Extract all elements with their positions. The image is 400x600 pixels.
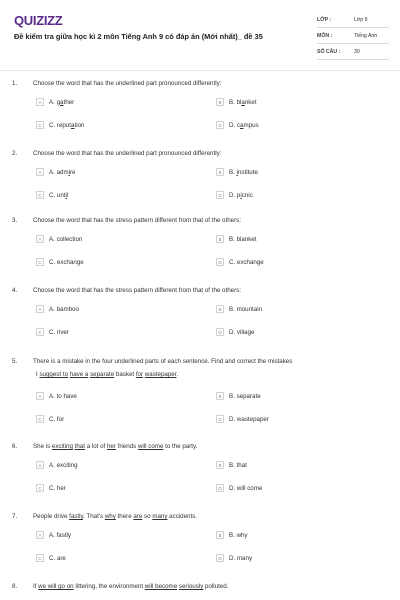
option-text-part: cnic (241, 191, 253, 199)
question-number: 7. (12, 513, 18, 520)
option-text (49, 306, 79, 313)
question-text (33, 583, 228, 590)
answer-option[interactable] (36, 258, 84, 266)
option-letter-box: C (36, 415, 44, 423)
option-text (229, 393, 261, 400)
answer-option[interactable] (36, 554, 66, 562)
option-text (229, 169, 258, 176)
option-text (229, 236, 257, 243)
option-letter-box: A (36, 235, 44, 243)
option-text-part: A. bamboo (49, 305, 79, 313)
text-part: I (36, 371, 40, 378)
question-number: 2. (12, 150, 18, 157)
option-letter-box: B (216, 235, 224, 243)
option-text-part: l (66, 191, 69, 199)
option-letter-box: C (36, 191, 44, 199)
option-letter-box: A (36, 531, 44, 539)
question-number: 3. (12, 217, 18, 224)
answer-option[interactable] (36, 328, 69, 336)
underlined-part: suggest to (39, 371, 69, 378)
meta-label: MÔN : (317, 32, 333, 39)
option-letter-box: A (36, 305, 44, 313)
option-text (49, 122, 84, 129)
underlined-letter: i (236, 168, 238, 176)
answer-option[interactable] (216, 235, 257, 243)
option-letter-box: B (216, 531, 224, 539)
question-text: Choose the word that has the stress pattern different from that of the others: (33, 287, 241, 294)
option-text-part: C. exchange (229, 258, 264, 266)
underlined-part: exciting (51, 443, 73, 450)
document-title: Đề kiểm tra giữa học kì 2 môn Tiếng Anh 9 có đáp án (Mới nhất)_ đề 35 (14, 32, 263, 41)
option-text (49, 236, 82, 243)
underlined-part: are (133, 513, 143, 520)
option-letter-box: C (36, 554, 44, 562)
answer-option[interactable] (216, 484, 262, 492)
underlined-part: for (135, 371, 144, 378)
answer-option[interactable] (216, 305, 262, 313)
text-part: basket (114, 371, 136, 378)
answer-option[interactable] (36, 168, 76, 176)
answer-option[interactable] (216, 415, 269, 423)
answer-option[interactable] (216, 554, 252, 562)
question-text: Choose the word that has the underlined part pronounced differently: (33, 80, 222, 87)
underlined-part: that (74, 443, 85, 450)
meta-row-grade (317, 12, 389, 28)
option-text-part: A. to have (49, 392, 77, 400)
option-text-part: nstitute (237, 168, 258, 176)
option-text-part: D. c (229, 121, 241, 129)
option-text (49, 485, 66, 492)
option-text (229, 532, 248, 539)
option-text (229, 306, 262, 313)
meta-row-subject (317, 28, 389, 44)
answer-option[interactable] (216, 328, 254, 336)
text-part: People drive (33, 513, 70, 520)
option-letter-box: B (216, 168, 224, 176)
option-text-part: A. fastly (49, 531, 72, 539)
option-letter-box: B (216, 98, 224, 106)
meta-value: Tiếng Anh (354, 32, 378, 39)
answer-option[interactable] (216, 168, 258, 176)
option-text (49, 329, 69, 336)
question-text (33, 513, 197, 520)
question-sentence (36, 371, 178, 378)
option-text-part: A. g (49, 98, 61, 106)
option-text (229, 192, 253, 199)
option-letter-box: C (36, 121, 44, 129)
option-text-part: C. for (49, 415, 65, 423)
option-letter-box: D (216, 258, 224, 266)
option-letter-box: A (36, 98, 44, 106)
question-text (33, 443, 197, 450)
option-text (49, 192, 68, 199)
answer-option[interactable] (216, 98, 257, 106)
option-text-part: tion (74, 121, 85, 129)
meta-value: Lớp 9 (354, 16, 368, 23)
option-letter-box: D (216, 415, 224, 423)
option-text (229, 122, 259, 129)
option-text-part: C. river (49, 328, 69, 336)
option-text (49, 462, 78, 469)
underlined-part: have a (69, 371, 89, 378)
option-text-part: B. that (229, 461, 247, 469)
answer-option[interactable] (36, 461, 78, 469)
text-part: She is (33, 443, 52, 450)
answer-option[interactable] (216, 461, 247, 469)
option-text (49, 555, 66, 562)
option-letter-box: D (216, 554, 224, 562)
underlined-letter: a (71, 121, 75, 129)
option-letter-box: B (216, 461, 224, 469)
option-text-part: B. why (229, 531, 248, 539)
option-letter-box: A (36, 168, 44, 176)
question-number: 6. (12, 443, 18, 450)
option-letter-box: A (36, 392, 44, 400)
underlined-part: wastepaper (144, 371, 177, 378)
option-text (49, 259, 84, 266)
meta-value: 30 (354, 48, 360, 55)
underlined-part: we will go on (38, 583, 74, 590)
underlined-part: fastly (69, 513, 84, 520)
underlined-part: her (106, 443, 116, 450)
question-number: 5. (12, 358, 18, 365)
option-text-part: D. wastepaper (229, 415, 269, 423)
underlined-letter: i (65, 191, 67, 199)
option-text-part: ther (63, 98, 75, 106)
option-text-part: mpus (243, 121, 259, 129)
option-letter-box: D (216, 121, 224, 129)
underlined-letter: i (68, 168, 70, 176)
answer-option[interactable] (36, 415, 64, 423)
text-part: . (176, 371, 179, 378)
option-letter-box: D (216, 328, 224, 336)
question-number: 1. (12, 80, 18, 87)
option-text (49, 393, 77, 400)
text-part: If (33, 583, 39, 590)
option-text-part: B. mountain (229, 305, 263, 313)
question-text: Choose the word that has the stress pattern different from that of the others: (33, 217, 241, 224)
option-letter-box: C (36, 258, 44, 266)
answer-option[interactable] (216, 191, 253, 199)
document-header (0, 0, 400, 70)
underlined-part: many (152, 513, 168, 520)
answer-option[interactable] (36, 235, 82, 243)
option-text (229, 485, 262, 492)
option-text (229, 416, 269, 423)
text-part: accidents. (167, 513, 198, 520)
question-text: Choose the word that has the underlined part pronounced differently: (33, 150, 222, 157)
underlined-part: will become (144, 583, 178, 590)
answer-option[interactable] (216, 121, 259, 129)
option-text (229, 99, 257, 106)
option-text-part: D. will come (229, 484, 263, 492)
underlined-letter: i (240, 191, 242, 199)
option-text (49, 416, 64, 423)
text-part: there (115, 513, 134, 520)
underlined-part: will come (137, 443, 164, 450)
option-text-part: re (69, 168, 76, 176)
text-part: a lot of (84, 443, 107, 450)
option-text-part: D. village (229, 328, 255, 336)
underlined-letter: a (60, 98, 64, 106)
answer-option[interactable] (36, 392, 77, 400)
text-part: polluted. (203, 583, 229, 590)
text-part: littering, the environment (73, 583, 145, 590)
answer-option[interactable] (216, 392, 261, 400)
answer-option[interactable] (36, 98, 74, 106)
option-text-part: A. collection (49, 235, 83, 243)
option-text (229, 259, 264, 266)
option-text-part: nket (244, 98, 257, 106)
option-text-part: D. p (229, 191, 241, 199)
meta-row-count (317, 44, 389, 60)
answer-option[interactable] (36, 484, 66, 492)
option-letter-box: D (216, 191, 224, 199)
underlined-part: seriously (178, 583, 204, 590)
option-letter-box: B (216, 392, 224, 400)
question-number: 4. (12, 287, 18, 294)
text-part: . That's (83, 513, 105, 520)
option-text-part: C. her (49, 484, 66, 492)
option-text-part: C. are (49, 554, 66, 562)
option-text-part: B. separate (229, 392, 261, 400)
option-text-part: A. adm (49, 168, 69, 176)
option-letter-box: B (216, 305, 224, 313)
option-text (49, 169, 76, 176)
question-text: There is a mistake in the four underlined parts of each sentence. Find and correct the mistakes (33, 358, 293, 365)
option-text-part: C. exchange (49, 258, 84, 266)
option-text-part: B. (229, 168, 237, 176)
option-text-part: C. reput (49, 121, 72, 129)
option-letter-box: C (36, 484, 44, 492)
question-number: 8. (12, 583, 18, 590)
option-text-part: A. exciting (49, 461, 78, 469)
header-divider (0, 70, 400, 71)
text-part: to the party. (163, 443, 198, 450)
option-text-part: B. bl (229, 98, 242, 106)
underlined-part: separate (90, 371, 115, 378)
option-text-part: B. blanket (229, 235, 257, 243)
option-text-part: C. unt (49, 191, 66, 199)
option-letter-box: D (216, 484, 224, 492)
option-letter-box: C (36, 328, 44, 336)
option-text (229, 462, 247, 469)
option-text (229, 329, 254, 336)
text-part: so (142, 513, 153, 520)
underlined-letter: a (240, 121, 244, 129)
underlined-letter: a (241, 98, 245, 106)
answer-option[interactable] (216, 258, 264, 266)
answer-option[interactable] (36, 121, 84, 129)
option-letter-box: A (36, 461, 44, 469)
meta-label: SỐ CÂU : (317, 48, 341, 55)
option-text (49, 99, 74, 106)
text-part: friends (115, 443, 138, 450)
meta-label: LỚP : (317, 16, 332, 23)
underlined-part: why (104, 513, 116, 520)
answer-option[interactable] (36, 191, 68, 199)
option-text-part: D. many (229, 554, 253, 562)
option-text (49, 532, 71, 539)
meta-table (317, 12, 389, 60)
quizizz-logo: QUIZIZZ (14, 13, 63, 28)
answer-option[interactable] (36, 531, 71, 539)
answer-option[interactable] (36, 305, 79, 313)
answer-option[interactable] (216, 531, 248, 539)
option-text (229, 555, 252, 562)
